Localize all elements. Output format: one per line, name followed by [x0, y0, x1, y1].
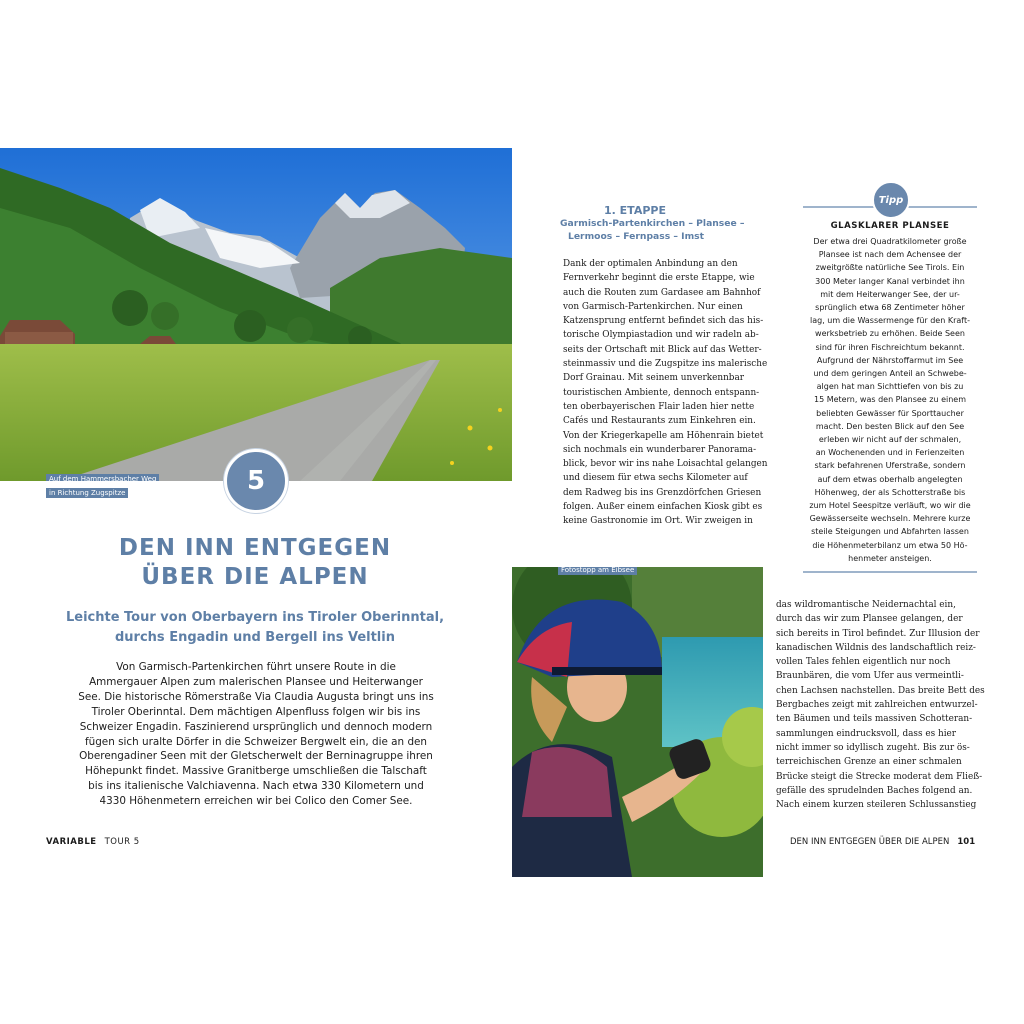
photo-caption-line-2: in Richtung Zugspitze: [46, 488, 128, 498]
body-line: torische Olympiastadion und wir radeln ab-: [563, 330, 759, 341]
body-line: chen Lachsen nachstellen. Das breite Bett des: [776, 685, 985, 696]
body-line: Dank der optimalen Anbindung an den: [563, 259, 738, 269]
tipp-line: Aufgrund der Nährstoffarmut im See: [816, 355, 964, 365]
tipp-line: stark befahrenen Uferstraße, sondern: [814, 461, 966, 471]
tipp-line: die Höhenmeterbilanz um etwa 50 Hö-: [812, 540, 968, 550]
photo-caption-eibsee: Fotostopp am Eibsee: [558, 567, 637, 575]
intro-line: bis ins italienische Valchiavenna. Nach etwa 330 Kilometern und: [88, 780, 424, 793]
body-line: terreichischen Grenze an einer schmalen: [776, 757, 962, 768]
body-line: Braunbären, die vom Ufer aus vermeintli-: [776, 671, 964, 682]
body-line: gefälle des sprudelnden Baches folgend an.: [776, 785, 973, 796]
tipp-line: beliebten Gewässer für Sporttaucher: [816, 408, 964, 418]
tipp-line: sind für ihren Fischreichtum bekannt.: [815, 342, 965, 352]
body-line: kanadischen Wildnis des landschaftlich reiz-: [776, 642, 976, 653]
body-text-column-1: [563, 257, 767, 529]
intro-line: Oberengadiner Seen mit der Gletscherwelt der Berninagruppe ihren: [79, 750, 433, 763]
intro-line: Schweizer Engadin. Faszinierend ursprünglich und dennoch modern: [79, 720, 433, 733]
body-line: ten Bäumen und teils massiven Schotteran-: [776, 714, 973, 725]
body-line: von Garmisch-Partenkirchen. Nur einen: [563, 301, 743, 312]
landscape-photo: [0, 148, 512, 481]
cyclist-illustration: [512, 567, 763, 877]
tipp-line: Gewässerseite wechseln. Mehrere kurze: [809, 514, 971, 524]
tipp-line: Plansee ist nach dem Achensee der: [818, 250, 962, 260]
tour-number-badge: 5: [224, 449, 288, 513]
tipp-line: Höhenweg, der als Schotterstraße bis: [814, 487, 966, 497]
tipp-text: [803, 235, 977, 565]
tour-subtitle-line: Leichte Tour von Oberbayern ins Tiroler Oberinntal,: [65, 610, 445, 625]
body-line: und diesem für etwa sechs Kilometer auf: [563, 473, 748, 484]
stage-route: [560, 217, 745, 243]
body-line: ten oberbayerischen Flair laden hier nette: [563, 401, 755, 412]
tipp-line: algen hat man Sichttiefen von bis zu: [816, 382, 964, 392]
body-line: sammlungen eindrucksvoll, dass es hier: [776, 728, 957, 739]
body-line: keine Gastronomie im Ort. Wir zweigen in: [563, 516, 753, 527]
intro-line: Ammergauer Alpen zum malerischen Plansee und Heiterwanger: [89, 675, 423, 688]
tipp-line: auf dem etwas oberhalb angelegten: [817, 474, 963, 484]
body-line: Dorf Grainau. Mit seinem unverkennbar: [563, 373, 745, 384]
stage-route-line: Lermoos – Fernpass – Imst: [567, 231, 705, 242]
tipp-line: Der etwa drei Quadratkilometer große: [813, 237, 967, 246]
body-line: sich nochmals ein wunderbarer Panorama-: [563, 444, 757, 455]
tipp-line: zum Hotel Seespitze verläuft, wo wir die: [809, 501, 971, 511]
tipp-line: 15 Metern, was den Plansee zu einem: [814, 395, 966, 405]
body-line: Katzensprung entfernt befindet sich das his-: [563, 316, 764, 327]
stage-route-line: Garmisch-Partenkirchen – Plansee –: [560, 218, 745, 229]
body-line: dem Radweg bis ins Grenzdörfchen Griesen: [563, 487, 762, 498]
body-line: Von der Kriegerkapelle am Höhenrain bietet: [563, 430, 764, 441]
body-line: vollen Tales fehlen eigentlich nur noch: [776, 657, 951, 668]
tipp-line: zweitgrößte natürliche See Tirols. Ein: [815, 263, 965, 273]
body-line: touristischen Ambiente, dennoch entspann-: [563, 387, 760, 398]
body-line: Brücke steigt die Strecke moderat dem Fließ-: [776, 771, 983, 782]
tipp-line: mit dem Heiterwanger See, der ur-: [820, 289, 960, 299]
body-line: folgen. Außer einem einfachen Kiosk gibt es: [563, 502, 763, 513]
body-line: auch die Routen zum Gardasee am Bahnhof: [563, 287, 761, 298]
tour-title-line: ÜBER DIE ALPEN: [141, 564, 369, 590]
intro-line: Höhepunkt findet. Massive Granitberge umschließen die Talschaft: [85, 765, 427, 778]
tipp-rule-bottom: [803, 571, 977, 573]
footer-chapter-title: DEN INN ENTGEGEN ÜBER DIE ALPEN: [790, 837, 950, 847]
body-line: seits der Ortschaft mit Blick auf das Wetter-: [563, 344, 762, 355]
intro-line: Tiroler Oberinntal. Dem mächtigen Alpenfluss folgen wir bis ins: [91, 705, 421, 718]
tour-intro-paragraph: [70, 660, 442, 809]
body-line: blick, bevor wir ins nahe Loisachtal gelangen: [563, 459, 768, 470]
body-line: nicht immer so idyllisch zugeht. Bis zur ös-: [776, 742, 970, 753]
tour-title: [60, 534, 450, 592]
cyclist-photo: [512, 567, 763, 877]
body-line: Bergbaches zeigt mit zahlreichen entwurzel-: [776, 700, 978, 711]
intro-line: Von Garmisch-Partenkirchen führt unsere Route in die: [116, 661, 396, 673]
tipp-heading: GLASKLARER PLANSEE: [830, 221, 950, 231]
tipp-line: erleben wir nicht auf der schmalen,: [818, 435, 962, 445]
tipp-line: lag, um die Wassermenge für den Kraft-: [810, 316, 970, 326]
intro-line: 4330 Höhenmetern erreichen wir bei Colico den Comer See.: [99, 795, 413, 808]
tipp-badge: Tipp: [872, 181, 910, 219]
body-line: steinmassiv und die Zugspitze ins malerische: [563, 359, 768, 370]
tipp-line: 300 Meter langer Kanal verbindet ihn: [815, 276, 965, 286]
intro-line: See. Die historische Römerstraße Via Claudia Augusta bringt uns ins: [78, 690, 434, 703]
footer-tour-label: TOUR 5: [104, 837, 140, 847]
footer-series-label: VARIABLE: [46, 837, 97, 847]
body-text-column-2: [776, 598, 985, 812]
intro-line: fügen sich uralte Dörfer in die Schweizer Bergwelt ein, die an den: [84, 735, 428, 748]
tipp-line: macht. Den besten Blick auf den See: [815, 421, 965, 431]
body-line: das wildromantische Neidernachtal ein,: [776, 600, 956, 610]
footer-left: [46, 837, 140, 847]
tipp-line: und dem geringen Anteil an Schwebe-: [813, 369, 967, 379]
body-line: sich bereits in Tirol befindet. Zur Illusion der: [776, 628, 980, 639]
page-number: 101: [957, 837, 976, 847]
body-line: durch das wir zum Plansee gelangen, der: [776, 614, 963, 625]
tipp-line: an Wochenenden und in Ferienzeiten: [815, 448, 965, 458]
tipp-line: henmeter ansteigen.: [848, 553, 932, 563]
body-line: Cafés und Restaurants zum Einkehren ein.: [563, 416, 756, 427]
body-line: Fernverkehr beginnt die erste Etappe, wie: [563, 273, 755, 284]
tour-title-line: DEN INN ENTGEGEN: [118, 535, 392, 561]
tipp-line: steile Steigungen und Abfahrten lassen: [811, 527, 969, 537]
body-line: Nach einem kurzen steileren Schlussanstieg: [776, 800, 977, 811]
footer-right: [790, 837, 975, 847]
tipp-line: sprünglich etwa 68 Zentimeter höher: [815, 303, 965, 313]
tipp-line: werksbetrieb zu erhöhen. Beide Seen: [815, 329, 965, 339]
photo-caption-line-1: Auf dem Hammersbacher Weg: [46, 474, 159, 481]
stage-heading: 1. ETAPPE: [604, 204, 666, 217]
landscape-illustration: [0, 148, 512, 481]
tour-subtitle: [48, 608, 462, 648]
tour-subtitle-line: durchs Engadin und Bergell ins Veltlin: [115, 630, 395, 645]
